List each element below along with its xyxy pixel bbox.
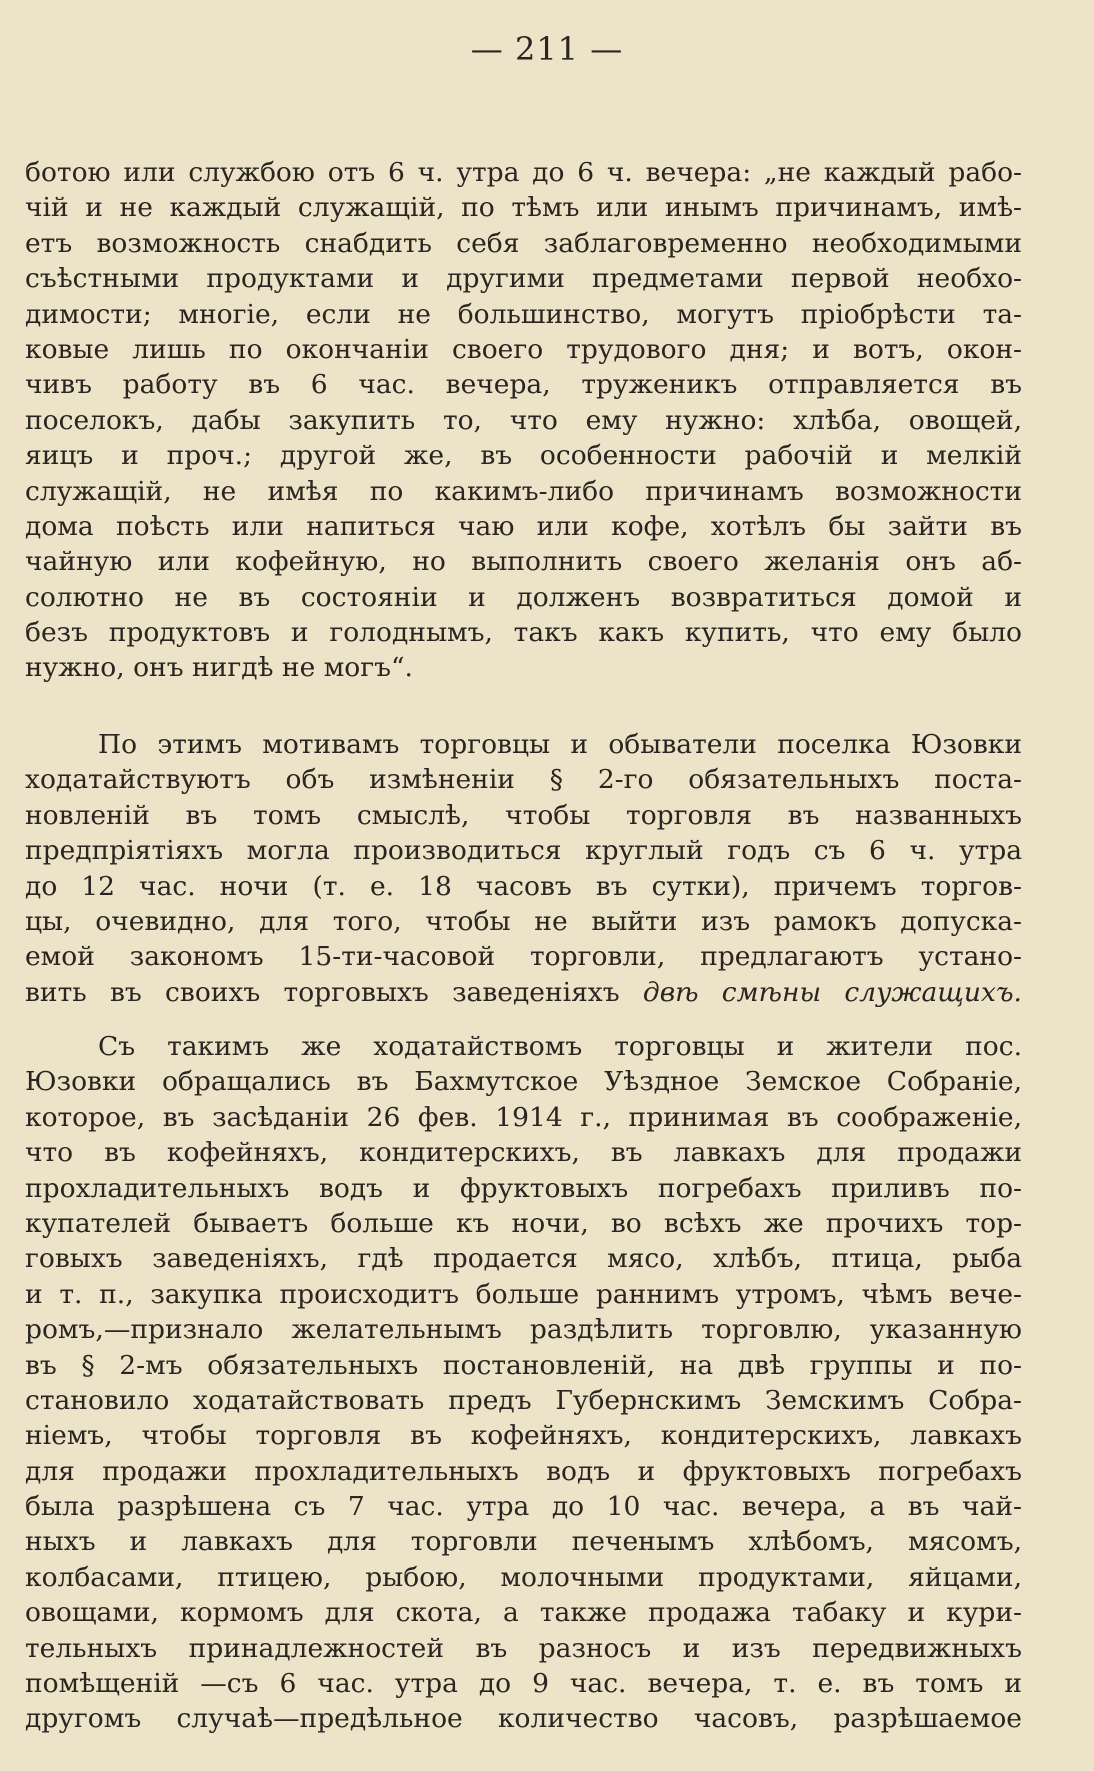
text-line: поселокъ, дабы закупить то, что ему нужно: хлѣба, овощей, — [25, 404, 1022, 436]
text-line: чайную или кофейную, но выполнить своего желанія онъ аб- — [25, 546, 1022, 578]
text-line: говыхъ заведеніяхъ, гдѣ продается мясо, хлѣбъ, птица, рыба — [25, 1243, 1022, 1275]
text-line: Юзовки обращались въ Бахмутское Уѣздное Земское Собраніе, — [25, 1066, 1022, 1098]
text-line: дома поѣсть или напиться чаю или кофе, хотѣлъ бы зайти въ — [25, 510, 1022, 542]
text-line: ніемъ, чтобы торговля въ кофейняхъ, кондитерскихъ, лавкахъ — [25, 1420, 1022, 1452]
text-line: и т. п., закупка происходитъ больше раннимъ утромъ, чѣмъ вече- — [25, 1278, 1022, 1310]
text-line: которое, въ засѣданіи 26 фев. 1914 г., принимая въ соображеніе, — [25, 1101, 1022, 1133]
text-line: для продажи прохладительныхъ водъ и фруктовыхъ погребахъ — [25, 1455, 1022, 1487]
text-line: ботою или службою отъ 6 ч. утра до 6 ч. вечера: „не каждый рабо- — [25, 157, 1022, 188]
text-line: предпріятіяхъ могла производиться круглый годъ съ 6 ч. утра — [25, 835, 1022, 867]
paragraph-2 — [25, 727, 1022, 1010]
text-line: чивъ работу въ 6 час. вечера, труженикъ отправляется въ — [25, 369, 1022, 401]
text-line: димости; многіе, если не большинство, могутъ пріобрѣсти та- — [25, 298, 1022, 330]
text-line: ромъ,—признало желательнымъ раздѣлить торговлю, указанную — [25, 1314, 1022, 1346]
text-line: солютно не въ состояніи и долженъ возвратиться домой и — [25, 581, 1022, 613]
text-line: ходатайствуютъ объ измѣненіи § 2-го обязательныхъ поста- — [25, 764, 1022, 796]
text-line: емой закономъ 15-ти-часовой торговли, предлагаютъ устано- — [25, 941, 1022, 973]
text-run: вить въ своихъ торговыхъ заведеніяхъ — [25, 976, 643, 1008]
text-line: становило ходатайствовать предъ Губернскимъ Земскимъ Собра- — [25, 1384, 1022, 1416]
text-line: безъ продуктовъ и голоднымъ, такъ какъ купить, что ему было — [25, 617, 1022, 649]
text-line: новленій въ томъ смыслѣ, чтобы торговля въ названныхъ — [25, 799, 1022, 831]
text-line: нужно, онъ нигдѣ не могъ“. — [25, 652, 413, 684]
paragraph-1 — [25, 155, 1022, 686]
page-number: — 211 — — [470, 30, 624, 68]
emphasized-text: двѣ смѣны служащихъ. — [642, 976, 1022, 1008]
paragraph-3 — [25, 1029, 1022, 1737]
text-line: что въ кофейняхъ, кондитерскихъ, въ лавкахъ для продажи — [25, 1137, 1022, 1169]
text-line: колбасами, птицею, рыбою, молочными продуктами, яйцами, — [25, 1561, 1022, 1593]
text-line: прохладительныхъ водъ и фруктовыхъ погребахъ приливъ по- — [25, 1172, 1022, 1204]
text-line: была разрѣшена съ 7 час. утра до 10 час. вечера, а въ чай- — [25, 1491, 1022, 1523]
text-line: помѣщеній —съ 6 час. утра до 9 час. вечера, т. е. въ томъ и — [25, 1668, 1022, 1700]
text-line: другомъ случаѣ—предѣльное количество часовъ, разрѣшаемое — [25, 1703, 1022, 1735]
text-line: въ § 2-мъ обязательныхъ постановленій, на двѣ группы и по- — [25, 1349, 1022, 1381]
text-line: съѣстными продуктами и другими предметами первой необхо- — [25, 263, 1022, 295]
text-line: ковые лишь по окончаніи своего трудового дня; и вотъ, окон- — [25, 333, 1022, 365]
text-line: Съ такимъ же ходатайствомъ торговцы и жители пос. — [98, 1031, 1022, 1062]
text-line: тельныхъ принадлежностей въ разносъ и изъ передвижныхъ — [25, 1632, 1022, 1664]
text-line: купателей бываетъ больше къ ночи, во всѣхъ же прочихъ тор- — [25, 1207, 1022, 1239]
text-line: яицъ и проч.; другой же, въ особенности рабочій и мелкій — [25, 440, 1022, 472]
text-line: етъ возможность снабдить себя заблаговременно необходимыми — [25, 227, 1022, 259]
text-line: служащій, не имѣя по какимъ-либо причинамъ возможности — [25, 475, 1022, 507]
text-line: цы, очевидно, для того, чтобы не выйти изъ рамокъ допуска- — [25, 905, 1022, 937]
text-line: ныхъ и лавкахъ для торговли печенымъ хлѣбомъ, мясомъ, — [25, 1526, 1022, 1558]
text-line: По этимъ мотивамъ торговцы и обыватели поселка Юзовки — [98, 729, 1022, 760]
text-line: чій и не каждый служащій, по тѣмъ или инымъ причинамъ, имѣ- — [25, 192, 1022, 224]
text-line — [25, 975, 1022, 1010]
text-line: овощами, кормомъ для скота, а также продажа табаку и кури- — [25, 1597, 1022, 1629]
text-line: до 12 час. ночи (т. е. 18 часовъ въ сутки), причемъ торгов- — [25, 870, 1022, 902]
